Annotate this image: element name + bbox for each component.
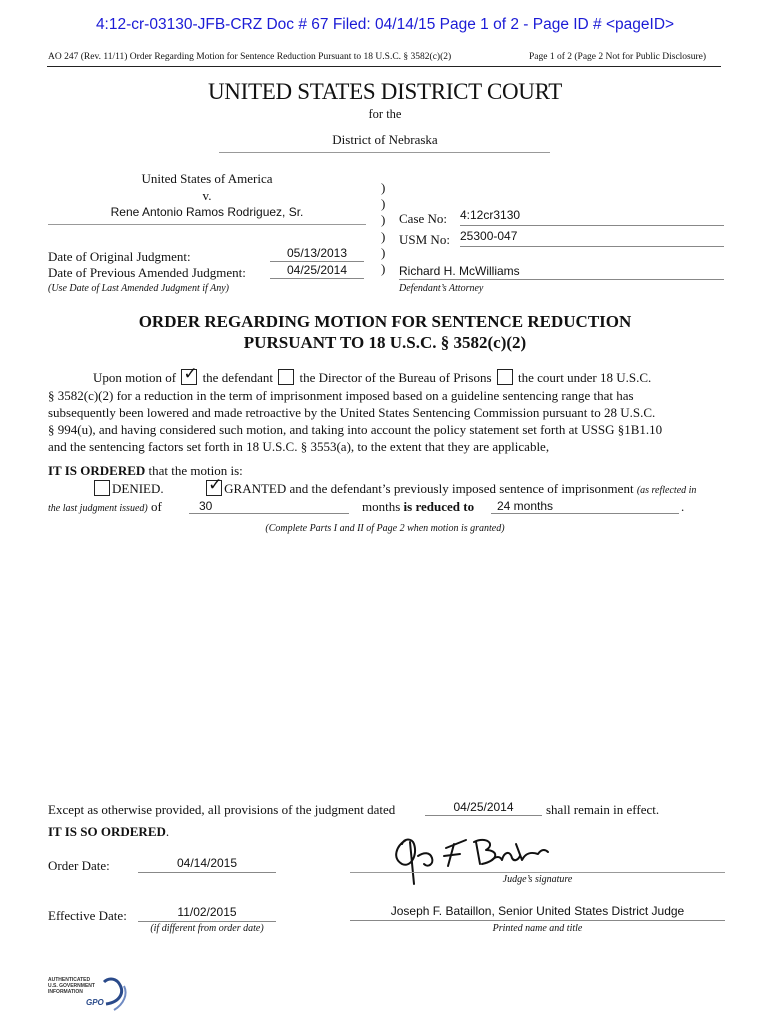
court-checkbox[interactable] [497, 369, 513, 385]
remain-text: shall remain in effect. [546, 802, 660, 817]
district-name: District of Nebraska [332, 132, 438, 147]
new-months: 24 months [491, 499, 679, 514]
versus: v. [202, 188, 212, 203]
judge-signature-label: Judge’s signature [502, 874, 573, 885]
orig-judgment-date: 05/13/2013 [270, 246, 364, 262]
orig-judgment-label: Date of Original Judgment: [48, 249, 191, 264]
ruling-line: DENIED. ✓ GRANTED and the defendant’s previously imposed sentence of imprisonment (as reflected in [92, 480, 696, 497]
sentence-period: . [681, 499, 685, 514]
effective-date: 11/02/2015 [138, 905, 276, 922]
header-rule [47, 66, 721, 67]
judge-name: Joseph F. Bataillon, Senior United States District Judge [350, 904, 725, 921]
court-name: UNITED STATES DISTRICT COURT [207, 79, 563, 104]
attorney-label: Defendant’s Attorney [399, 283, 484, 294]
so-ordered: IT IS SO ORDERED. [48, 824, 170, 839]
prev-amended-label: Date of Previous Amended Judgment: [48, 265, 246, 280]
prior-months: 30 [189, 499, 349, 514]
signature-rule [350, 872, 725, 873]
judgment-date: 04/25/2014 [425, 800, 542, 816]
gpo-seal: AUTHENTICATED U.S. GOVERNMENT INFORMATION GPO [44, 974, 128, 1014]
it-is-ordered: IT IS ORDERED that the motion is: [48, 463, 243, 478]
caption-parens: ) ) ) ) ) ) [381, 180, 386, 277]
usm-no-label: USM No: [399, 232, 450, 247]
court-for-the: for the [368, 107, 402, 121]
defendant-checkbox[interactable]: ✓ [183, 364, 198, 384]
order-date-label: Order Date: [48, 858, 110, 873]
plaintiff-name: United States of America [141, 171, 273, 186]
complete-note: (Complete Parts I and II of Page 2 when motion is granted) [265, 523, 505, 534]
printed-name-label: Printed name and title [492, 923, 583, 934]
defendant-rule [48, 224, 366, 225]
filing-stamp: 4:12-cr-03130-JFB-CRZ Doc # 67 Filed: 04/14/15 Page 1 of 2 - Page ID # <pageID> [95, 16, 675, 33]
case-no: 4:12cr3130 [460, 208, 724, 226]
usm-no: 25300-047 [460, 229, 724, 247]
prev-amended-date: 04/25/2014 [270, 263, 364, 279]
order-title: ORDER REGARDING MOTION FOR SENTENCE REDUCTION PURSUANT TO 18 U.S.C. § 3582(c)(2) [138, 312, 632, 352]
defense-attorney: Richard H. McWilliams [399, 264, 724, 280]
defendant-name: Rene Antonio Ramos Rodriguez, Sr. [110, 205, 304, 219]
sentence-line: the last judgment issued) of [48, 499, 162, 514]
amended-note: (Use Date of Last Amended Judgment if Any) [48, 283, 229, 294]
motion-line-1: Upon motion of ✓ the defendant the Director of the Bureau of Prisons the court under 18 U.S.C. [93, 364, 652, 385]
motion-body: § 3582(c)(2) for a reduction in the term of imprisonment imposed based on a guideline sentencing range that has subsequently been lowered and made retroactive by the United States Sentencing Commission pursuant to 28 U.S.C. § 994(u), and having considered such motion, and taking into account the policy statement set forth at USSG §1B1.10 and the sentencing factors set forth in 18 U.S.C. § 3553(a), to the extent that they are applicable, [48, 388, 663, 454]
granted-checkbox[interactable]: ✓ [208, 475, 223, 495]
except-text: Except as otherwise provided, all provisions of the judgment dated [48, 802, 396, 817]
reduced-label: months is reduced to [362, 499, 475, 514]
district-rule [219, 152, 550, 153]
effective-note: (if different from order date) [150, 923, 264, 934]
form-header: AO 247 (Rev. 11/11) Order Regarding Motion for Sentence Reduction Pursuant to 18 U.S.C. § 3582(c)(2) [48, 52, 452, 62]
denied-checkbox[interactable] [94, 480, 110, 496]
bop-checkbox[interactable] [278, 369, 294, 385]
page-note: Page 1 of 2 (Page 2 Not for Public Disclosure) [529, 52, 707, 62]
case-no-label: Case No: [399, 211, 448, 226]
order-date: 04/14/2015 [138, 856, 276, 873]
effective-date-label: Effective Date: [48, 908, 127, 923]
